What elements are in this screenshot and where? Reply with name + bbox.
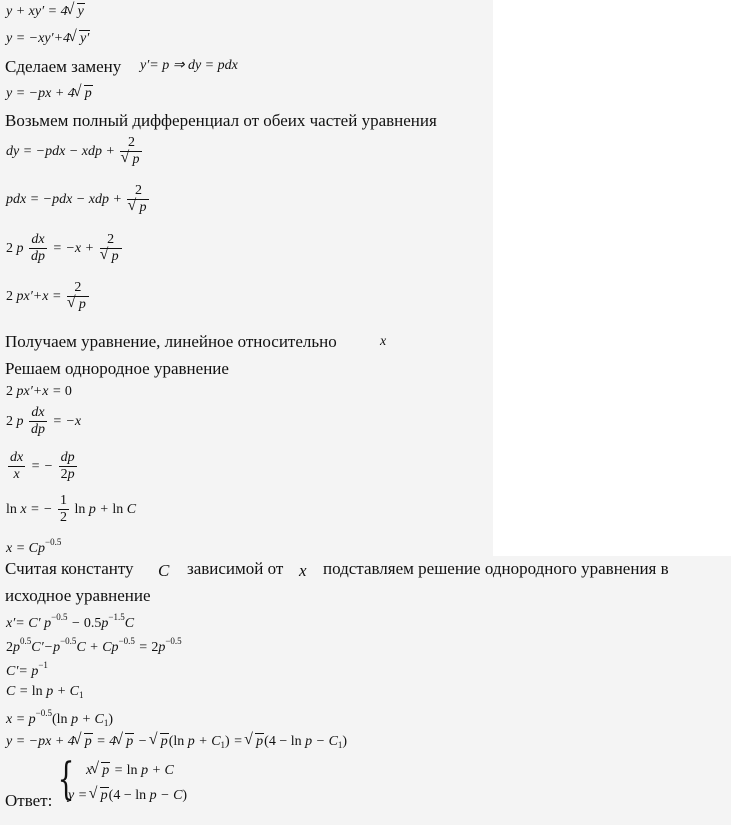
differential-text: Возьмем полный дифференциал от обеих частей уравнения: [5, 111, 437, 130]
substitution-text: Сделаем замену: [5, 57, 122, 76]
equation-y-general: y = −px + 4√ p = 4√ p − √ p(ln $p + C_1$) = √ $p(4 - \ln p - C_1)$: [6, 734, 347, 750]
variation-text-1: Считая константу: [5, 559, 134, 578]
equation-c: $C = \ln p + C_1$: [6, 684, 84, 700]
variation-text-2: зависимой от: [187, 559, 284, 578]
equation-linear: 2 px′+x = 2 √ p: [6, 281, 91, 312]
variation-variable: x: [299, 561, 307, 580]
equation-solved-for-y: y = −xy′+4√ y′: [6, 31, 90, 47]
equation-derivative: x′= C′ $p^{-0.5} - 0.5p^{-1.5}C$: [6, 612, 135, 631]
equation-homogeneous: 2 px′+x = 0: [6, 384, 72, 399]
equation-substituted: $2p^{0.5}C'-p^{-0.5}C + Cp^{-0.5} = 2p^{-0.5}$: [6, 636, 182, 655]
equation-homogeneous-solution: $x = Cp^{-0.5}$: [6, 537, 62, 556]
variation-text-3: подставляем решение однородного уравнения в: [323, 559, 669, 578]
equation-x-general: $x = p^{-0.5}(\ln$ $p + C_1$): [6, 708, 114, 728]
variation-constant: C: [158, 561, 170, 580]
equation-log: ln x = − $\frac{1}{2}$ ln p + ln C: [6, 493, 137, 525]
equation-homogeneous-dx-dp: 2 p $\frac{dx}{dp}$ = −x: [6, 405, 82, 437]
linear-text: Получаем уравнение, линейное относительно: [5, 332, 337, 351]
equation-dx-dp: 2 p $\frac{dx}{dp}$ = −x + 2 √ p: [6, 233, 124, 264]
homogeneous-text: Решаем однородное уравнение: [5, 359, 229, 378]
equation-separated: $\frac{dx}{x}$ = − $\frac{dp}{2p}$: [10, 450, 75, 482]
equation-original: y + xy′ = 4√ y: [6, 4, 85, 20]
linear-variable: x: [380, 334, 387, 349]
substitution-formula: y′= p ⇒ dy = pdx: [140, 58, 238, 73]
variation-text-4: исходное уравнение: [5, 586, 151, 605]
answer-equation-x: x√ p = ln p + C: [86, 763, 174, 779]
equation-dy: dy = −pdx − xdp + 2 √ p: [6, 136, 144, 167]
equation-pdx: pdx = −pdx − xdp + 2 √ p: [6, 184, 151, 215]
equation-in-p: y = −px + 4√ p: [6, 86, 93, 102]
system-brace: {: [57, 754, 75, 805]
answer-equation-y: y = √ p(4 − ln p − C): [68, 788, 187, 804]
answer-label: Ответ:: [5, 791, 53, 810]
equation-c-prime: $C'= p^{-1}$: [6, 660, 48, 679]
